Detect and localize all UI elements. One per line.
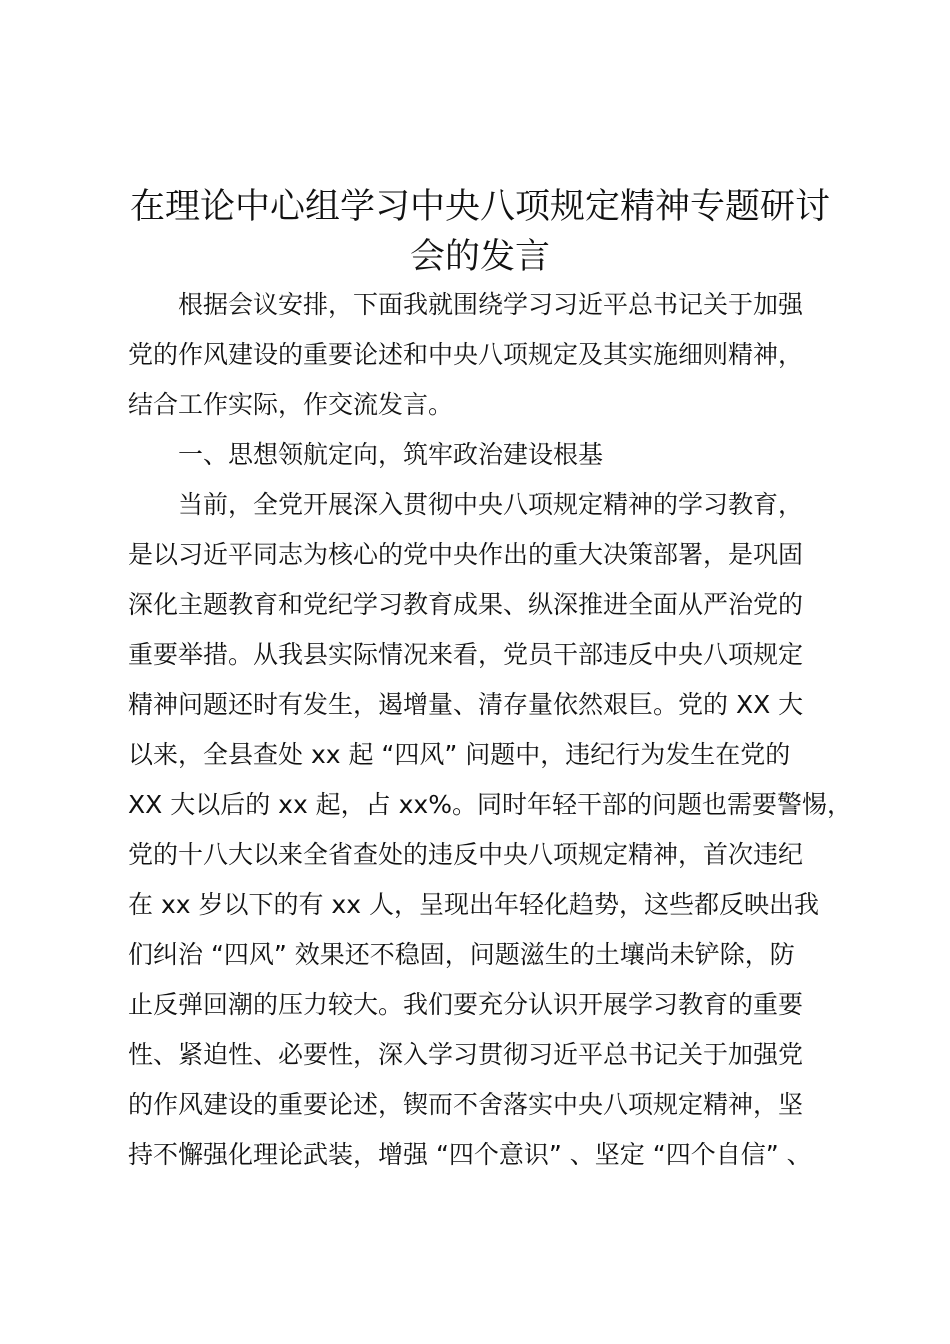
body-text-line: 以来，全县查处 xx 起 “四风” 问题中，违纪行为发生在党的 [128,740,791,769]
body-text-line: 党的作风建设的重要论述和中央八项规定及其实施细则精神， [128,340,804,369]
body-text-line: 的作风建设的重要论述，锲而不舍落实中央八项规定精神，坚 [128,1090,804,1119]
body-text-line: 重要举措。从我县实际情况来看，党员干部违反中央八项规定 [128,640,804,669]
section-heading: 一、思想领航定向，筑牢政治建设根基 [178,440,604,469]
title-line-2: 会的发言 [409,237,550,277]
body-text-line: 性、紧迫性、必要性，深入学习贯彻习近平总书记关于加强党 [128,1040,804,1069]
body-text-line: 持不懈强化理论武装，增强 “四个意识” 、坚定 “四个自信” 、 [128,1140,812,1169]
body-text-line: 结合工作实际，作交流发言。 [128,390,454,419]
body-text-line: XX 大以后的 xx 起，占 xx%。同时年轻干部的问题也需要警惕， [128,790,852,819]
body-text-line: 当前，全党开展深入贯彻中央八项规定精神的学习教育， [178,490,804,519]
body-text-line: 在 xx 岁以下的有 xx 人，呈现出年轻化趋势，这些都反映出我 [128,890,819,919]
body-text-line: 止反弹回潮的压力较大。我们要充分认识开展学习教育的重要 [128,990,804,1019]
document-title [110,182,850,282]
title-line-1: 在理论中心组学习中央八项规定精神专题研讨 [129,187,830,227]
body-text-line: 精神问题还时有发生，遏增量、清存量依然艰巨。党的 XX 大 [128,690,804,719]
body-text-line: 们纠治 “四风” 效果还不稳固，问题滋生的土壤尚未铲除，防 [128,940,795,969]
body-text-line: 根据会议安排，下面我就围绕学习习近平总书记关于加强 [178,290,804,319]
body-text-line: 深化主题教育和党纪学习教育成果、纵深推进全面从严治党的 [128,590,804,619]
document-body [128,280,852,1180]
body-text-line: 党的十八大以来全省查处的违反中央八项规定精神，首次违纪 [128,840,804,869]
body-text-line: 是以习近平同志为核心的党中央作出的重大决策部署，是巩固 [128,540,804,569]
